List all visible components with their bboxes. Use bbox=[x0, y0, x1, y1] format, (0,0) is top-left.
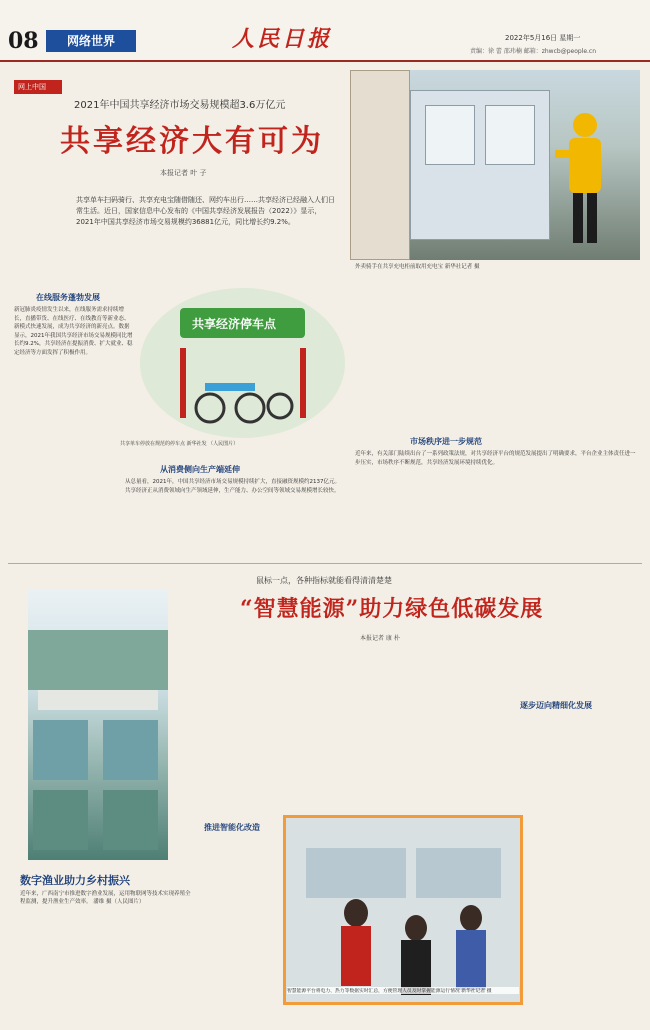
delivery-rider-figure bbox=[555, 110, 615, 250]
section-text-online-services: 新冠肺炎疫情发生以来，在线服务需求持续增长，直播带货、在线医疗、在线教育等新业态、新模式快速发展，成为共享经济的新亮点。数据显示，2021年我国共享经济市场交易规模同比增长约9.2%，共享经济在提振消费、扩大就业、稳定经济等方面发挥了积极作用。 bbox=[14, 307, 133, 356]
article1-byline: 本报记者 叶 子 bbox=[160, 169, 207, 177]
fishery-caption: 近年来，广西南宁市推进数字渔业发展，运用物联网等技术实现养殖全程监测，提升渔业生产效率。 潘维 摄（人民图片） bbox=[20, 891, 191, 905]
page-number: 08 bbox=[8, 28, 39, 54]
article1-bike-caption: 共享单车停放在规范的停车点 新华社发 （人民图片） bbox=[120, 441, 239, 447]
article1-headline: 共享经济大有可为 bbox=[60, 124, 324, 159]
newspaper-logo: 人民日报 bbox=[232, 26, 333, 52]
energy-photo-caption: 智慧能源平台将电力、热力等数据实时汇总，方便管理人员及时掌握能源运行情况 新华社记者 摄 bbox=[287, 987, 519, 994]
article1-photo-caption: 外卖骑手在共享充电柜前取用充电宝 新华社记者 摄 bbox=[355, 264, 480, 270]
section-title: 网络世界 bbox=[46, 30, 136, 52]
energy-control-room-photo bbox=[283, 815, 523, 1005]
section-head-production: 从消费侧向生产端延伸 bbox=[160, 465, 240, 474]
article2-right-head: 逐步迈向精细化发展 bbox=[520, 701, 592, 710]
article2-subtitle: 鼠标一点，各种指标就能看得清清楚楚 bbox=[256, 576, 392, 585]
article1-photo bbox=[350, 70, 640, 260]
fishery-aerial-photo bbox=[28, 590, 168, 860]
section-head-online-services: 在线服务蓬勃发展 bbox=[36, 293, 100, 302]
article2-headline: “智慧能源”助力绿色低碳发展 bbox=[240, 596, 544, 622]
column-badge: 网上中国 bbox=[14, 80, 62, 94]
section-text-production: 从总量看，2021年，中国共享经济市场交易规模持续扩大，直接融资规模约2137亿元。共享经济正从消费领域向生产领域延伸，生产能力、办公空间等领域交易规模增长较快。 bbox=[125, 479, 340, 494]
article2-section-head: 推进智能化改造 bbox=[204, 823, 260, 832]
editors-line: 责编：徐 蕾 邵玮楠 邮箱：zhwcb@people.cn bbox=[470, 48, 597, 55]
section-head-market-order: 市场秩序进一步规范 bbox=[410, 437, 482, 446]
article-divider bbox=[8, 563, 642, 564]
section-text-market-order: 近年来，有关部门陆续出台了一系列政策法规，对共享经济平台的规范发展提出了明确要求，平台企业主体责任进一步压实，市场秩序不断规范，共享经济发展环境持续优化。 bbox=[355, 451, 636, 466]
bike-parking-sign: 共享经济停车点 bbox=[192, 317, 277, 331]
fishery-headline: 数字渔业助力乡村振兴 bbox=[20, 874, 130, 887]
article2-byline: 本报记者 康 朴 bbox=[360, 635, 400, 642]
article1-subtitle: 2021年中国共享经济市场交易规模超3.6万亿元 bbox=[74, 100, 286, 111]
issue-date: 2022年5月16日 星期一 bbox=[505, 34, 581, 42]
article1-bike-photo bbox=[140, 288, 345, 438]
article1-lead: 共享单车扫码骑行、共享充电宝随借随还、网约车出行……共享经济已经融入人们日常生活。近日，国家信息中心发布的《中国共享经济发展报告（2022）》显示，2021年中国共享经济市场交易规模约36881亿元，同比增长约9.2%。 bbox=[76, 196, 335, 226]
